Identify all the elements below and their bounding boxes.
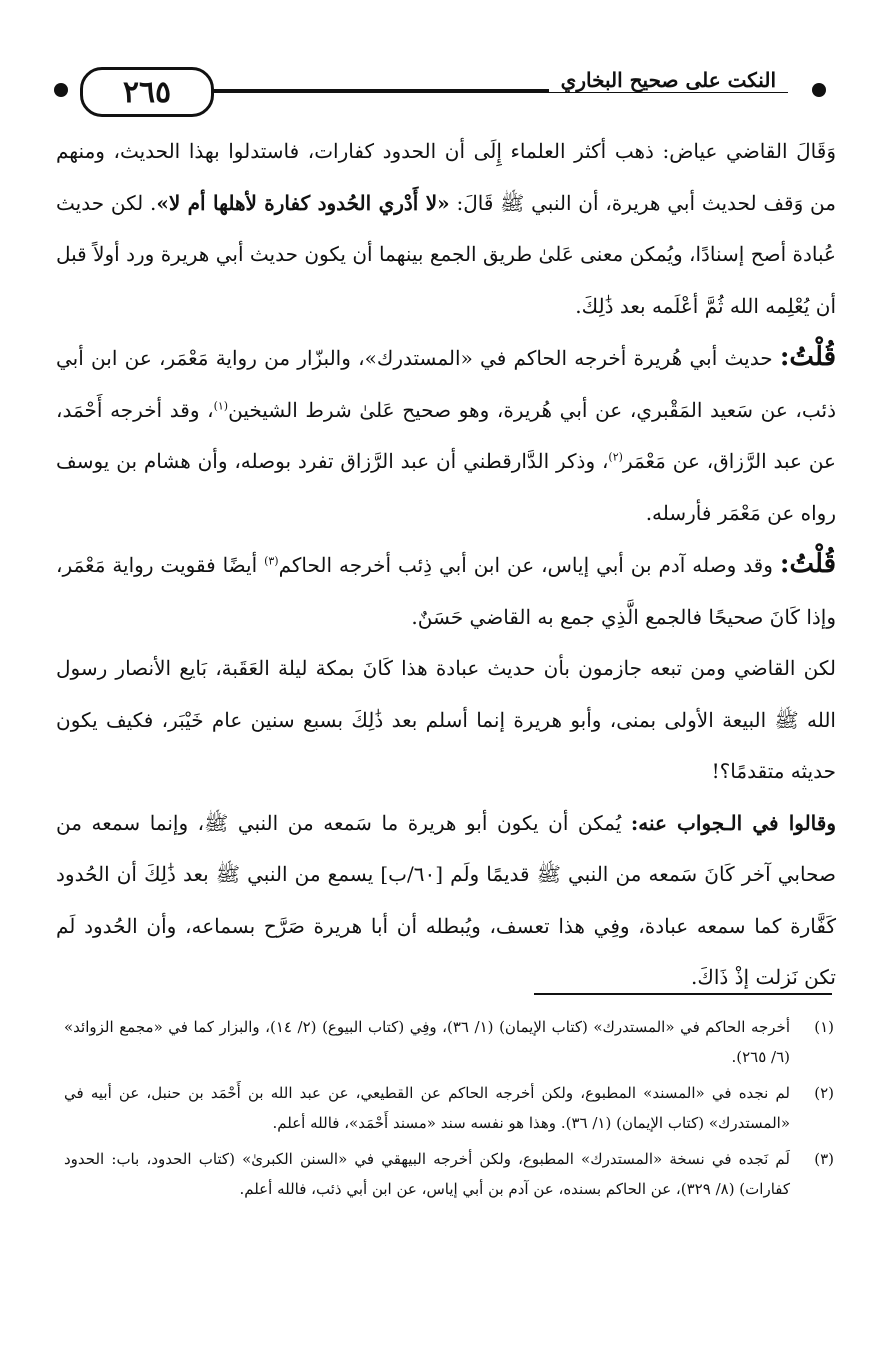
paragraph-1-tail: . لكن حديث عُبادة أصح إسنادًا، ويُمكن معنى عَلىٰ طريق الجمع بينهما أن يكون حديث أبي هريرة ورد أولاً قبل أن يُعْلِمه الله ثُمَّ أعْلَمه بعد ذَٰلِكَ.: [56, 190, 836, 318]
header-left-dot: [54, 83, 68, 97]
paragraph-4: لكن القاضي ومن تبعه جازمون بأن حديث عبادة هذا كَانَ بمكة ليلة العَقَبة، بَايع الأنصار رسول الله ﷺ البيعة الأولى بمنى، وأبو هريرة إنما أسلم بعد ذَٰلِكَ بسبع سنين عام خَيْبَر، فكيف يكون حديثه متقدمًا؟!: [56, 656, 836, 783]
footnotes: [64, 1012, 834, 1210]
paragraph-1: [56, 126, 836, 332]
footnote-1: [64, 1012, 834, 1072]
paragraph-2-text-a: حديث أبي هُريرة أخرجه الحاكم في «المستدرك»، والبزّار من رواية مَعْمَر، عن ابن أبي ذئب، عن سَعيد المَقْبري، عن أبي هُريرة، وهو صحيح عَلىٰ شرط الشيخين: [56, 346, 836, 422]
paragraph-3-text-b: أيضًا فقويت رواية مَعْمَر، وإذا كَانَ صحيحًا فالجمع الَّذِي جمع به القاضي حَسَنٌ.: [56, 553, 836, 629]
footnote-number: (٣): [814, 1150, 834, 1168]
paragraph-2: [56, 332, 836, 539]
footnote-number: (١): [814, 1018, 834, 1036]
paragraph-5-text: يُمكن أن يكون أبو هريرة ما سَمعه من النبي ﷺ، وإنما سمعه من صحابي آخر كَانَ سَمعه من النبي ﷺ قديمًا ولَم [٦٠/ب] يسمع من النبي ﷺ بعد ذَٰلِكَ أن الحُدود كَفَّارة كما سمعه عبادة، وفِي هذا تعسف، ويُبطله أن أبا هريرة صَرَّح بسماعه، وأن الحُدود لَم تكن نَزلت إذْ ذَاكَ.: [56, 810, 836, 989]
footnote-separator: [534, 993, 832, 995]
footnote-text: لَم نَجده في نسخة «المستدرك» المطبوع، ولكن أخرجه البيهقي في «السنن الكبرىٰ» (كتاب الحدود، باب: الحدود كفارات) (٨/ ٣٢٩)، عن الحاكم بسنده، عن آدم بن أبي إياس، عن ابن أبي ذئب، فالله أعلم.: [64, 1150, 790, 1198]
paragraph-2-text-b: ، وقد أخرجه أَحْمَد، عن عبد الرَّزاق، عن مَعْمَر: [56, 397, 836, 473]
main-text: [56, 126, 836, 1004]
paragraph-1-text: وَقَالَ القاضي عياض: ذهب أكثر العلماء إِلَى أن الحدود كفارات، فاستدلوا بهذا الحديث، ومنهم من وَقف لحديث أبي هريرة، أن النبي ﷺ قَالَ:: [56, 139, 836, 215]
footnote-ref-1: (١): [213, 398, 229, 412]
paragraph-3-text-a: وقد وصله آدم بن أبي إياس، عن ابن أبي ذِئب أخرجه الحاكم: [278, 553, 780, 577]
footnote-text: لم نجده في «المسند» المطبوع، ولكن أخرجه الحاكم عن القطيعي، عن عبد الله بن أَحْمَد بن حنبل، عن أبيه في «المستدرك» (كتاب الإيمان) (١/ ٣٦). وهذا هو نفسه سند «مسند أَحْمَد»، فالله أعلم.: [64, 1084, 790, 1132]
qult-keyword: قُلْتُ:: [779, 549, 837, 579]
qult-keyword: قُلْتُ:: [779, 342, 836, 372]
paragraph-5: [56, 798, 836, 1004]
footnote-3: [64, 1144, 834, 1204]
paragraph-2-text-c: ، وذكر الدَّارقطني أن عبد الرَّزاق تفرد بوصله، وأن هشام بن يوسف رواه عن مَعْمَر فأرسله.: [56, 449, 836, 525]
header-right-dot: [812, 83, 826, 97]
footnote-text: أخرجه الحاكم في «المستدرك» (كتاب الإيمان) (١/ ٣٦)، وفِي (كتاب البيوع) (٢/ ١٤)، والبزار كما في «مجمع الزوائد» (٦/ ٢٦٥).: [64, 1018, 790, 1066]
paragraph-5-lead: وقالوا في الـجواب عنه:: [630, 810, 836, 835]
footnote-2: [64, 1078, 834, 1138]
hadith-quote: «لا أَدْري الحُدود كفارة لأهلها أم لا»: [156, 190, 450, 215]
paragraph-3: [56, 539, 836, 643]
footnote-number: (٢): [814, 1084, 834, 1102]
running-header: [40, 62, 840, 122]
footnote-ref-3: (٣): [264, 554, 279, 568]
footnote-ref-2: (٢): [608, 450, 623, 464]
page-number: ٢٦٥: [80, 67, 214, 117]
running-title: النكت على صحيح البخاري: [549, 68, 788, 92]
